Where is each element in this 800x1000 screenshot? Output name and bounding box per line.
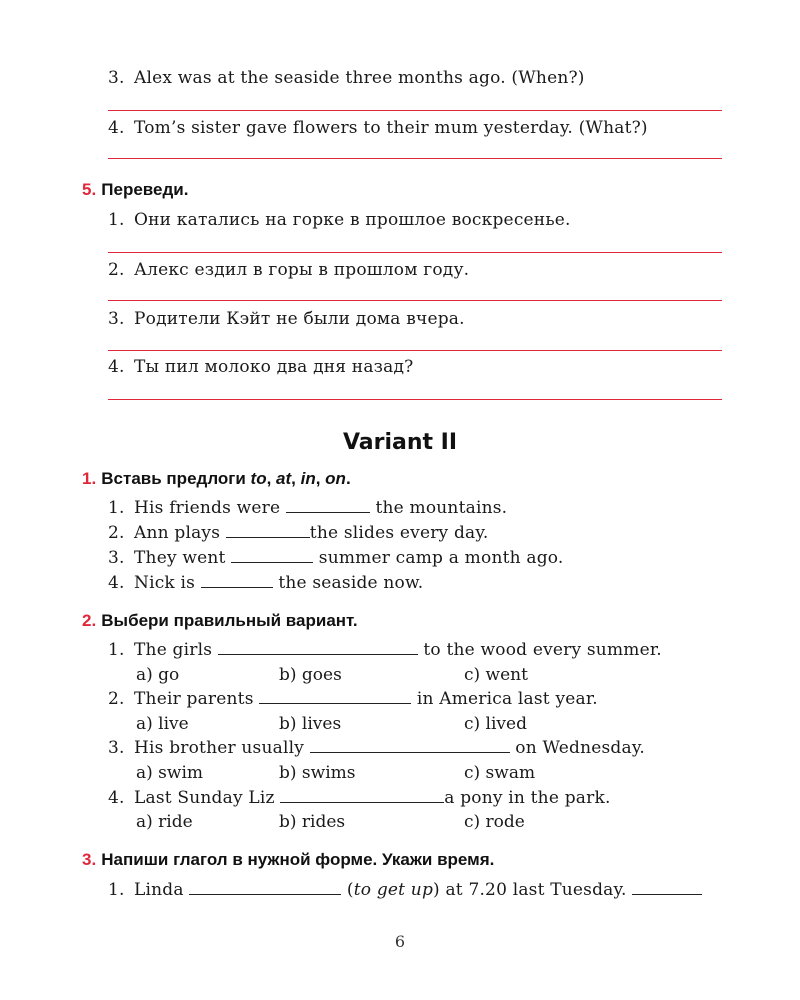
tense-blank-field[interactable] <box>632 880 702 895</box>
verb-item-1: 1. Linda (to get up) at 7.20 last Tuesday. <box>108 880 702 900</box>
option-a[interactable]: a) ride <box>136 812 193 832</box>
item-text: Ты пил молоко два дня назад? <box>134 357 414 377</box>
answer-line[interactable] <box>108 399 722 400</box>
v2-task-1-header <box>82 469 351 489</box>
question-text: Alex was at the seaside three months ago. (When?) <box>134 68 585 88</box>
translate-item-3 <box>108 309 465 329</box>
task-number: 2. <box>82 611 97 630</box>
translate-item-2 <box>108 260 469 280</box>
item-number: 1. <box>108 210 125 230</box>
blank-field[interactable] <box>231 548 313 563</box>
preposition-in: in <box>300 469 316 488</box>
question-number: 4. <box>108 118 125 138</box>
item-number: 4. <box>108 357 125 377</box>
task-5-header <box>82 180 188 200</box>
question-4 <box>108 118 648 138</box>
blank-field[interactable] <box>310 738 510 753</box>
page-number: 6 <box>394 932 406 951</box>
answer-line[interactable] <box>108 158 722 159</box>
question-3 <box>108 68 585 88</box>
blank-field[interactable] <box>286 498 370 513</box>
v2-task-3-header <box>82 850 494 870</box>
option-b[interactable]: b) lives <box>279 714 342 734</box>
translate-item-1 <box>108 210 571 230</box>
question-text: Tom’s sister gave flowers to their mum yesterday. (What?) <box>134 118 648 138</box>
answer-line[interactable] <box>108 252 722 253</box>
option-a[interactable]: a) swim <box>136 763 204 783</box>
option-b[interactable]: b) rides <box>279 812 346 832</box>
option-a[interactable]: a) go <box>136 665 180 685</box>
blank-field[interactable] <box>280 788 444 803</box>
answer-line[interactable] <box>108 350 722 351</box>
task-title: Выбери правильный вариант. <box>101 611 358 630</box>
v2-task-2-header <box>82 611 358 631</box>
option-c[interactable]: c) swam <box>464 763 536 783</box>
verb-hint: to get up <box>353 880 434 900</box>
choice-item-2: 2. Their parents in America last year. <box>108 689 598 709</box>
option-b[interactable]: b) goes <box>279 665 342 685</box>
option-c[interactable]: c) went <box>464 665 528 685</box>
task-number: 1. <box>82 469 97 488</box>
fill-item-2: 2. Ann plays the slides every day. <box>108 523 489 543</box>
translate-item-4 <box>108 357 413 377</box>
answer-line[interactable] <box>108 110 722 111</box>
item-text: Родители Кэйт не были дома вчера. <box>134 309 465 329</box>
task-title: Переведи. <box>101 180 189 199</box>
blank-field[interactable] <box>259 689 411 704</box>
option-a[interactable]: a) live <box>136 714 189 734</box>
fill-item-4: 4. Nick is the seaside now. <box>108 573 424 593</box>
question-number: 3. <box>108 68 125 88</box>
choice-item-4: 4. Last Sunday Liz a pony in the park. <box>108 788 611 808</box>
item-number: 2. <box>108 260 125 280</box>
option-b[interactable]: b) swims <box>279 763 356 783</box>
item-text: Они катались на горке в прошлое воскресенье. <box>134 210 571 230</box>
blank-field[interactable] <box>201 573 273 588</box>
blank-field[interactable] <box>189 880 341 895</box>
task-title: Напиши глагол в нужной форме. Укажи время. <box>101 850 495 869</box>
fill-item-1: 1. His friends were the mountains. <box>108 498 508 518</box>
preposition-at: at <box>276 469 292 488</box>
answer-line[interactable] <box>108 300 722 301</box>
preposition-on: on <box>325 469 346 488</box>
option-c[interactable]: c) lived <box>464 714 527 734</box>
preposition-to: to <box>250 469 267 488</box>
task-number: 3. <box>82 850 97 869</box>
variant-title: Variant II <box>342 430 458 455</box>
item-number: 3. <box>108 309 125 329</box>
blank-field[interactable] <box>218 640 418 655</box>
choice-item-1: 1. The girls to the wood every summer. <box>108 640 662 660</box>
task-number: 5. <box>82 180 97 199</box>
item-text: Алекс ездил в горы в прошлом году. <box>134 260 470 280</box>
fill-item-3: 3. They went summer camp a month ago. <box>108 548 564 568</box>
task-title: Вставь предлоги to, at, in, on. <box>101 469 351 488</box>
blank-field[interactable] <box>226 523 310 538</box>
option-c[interactable]: c) rode <box>464 812 525 832</box>
choice-item-3: 3. His brother usually on Wednesday. <box>108 738 645 758</box>
